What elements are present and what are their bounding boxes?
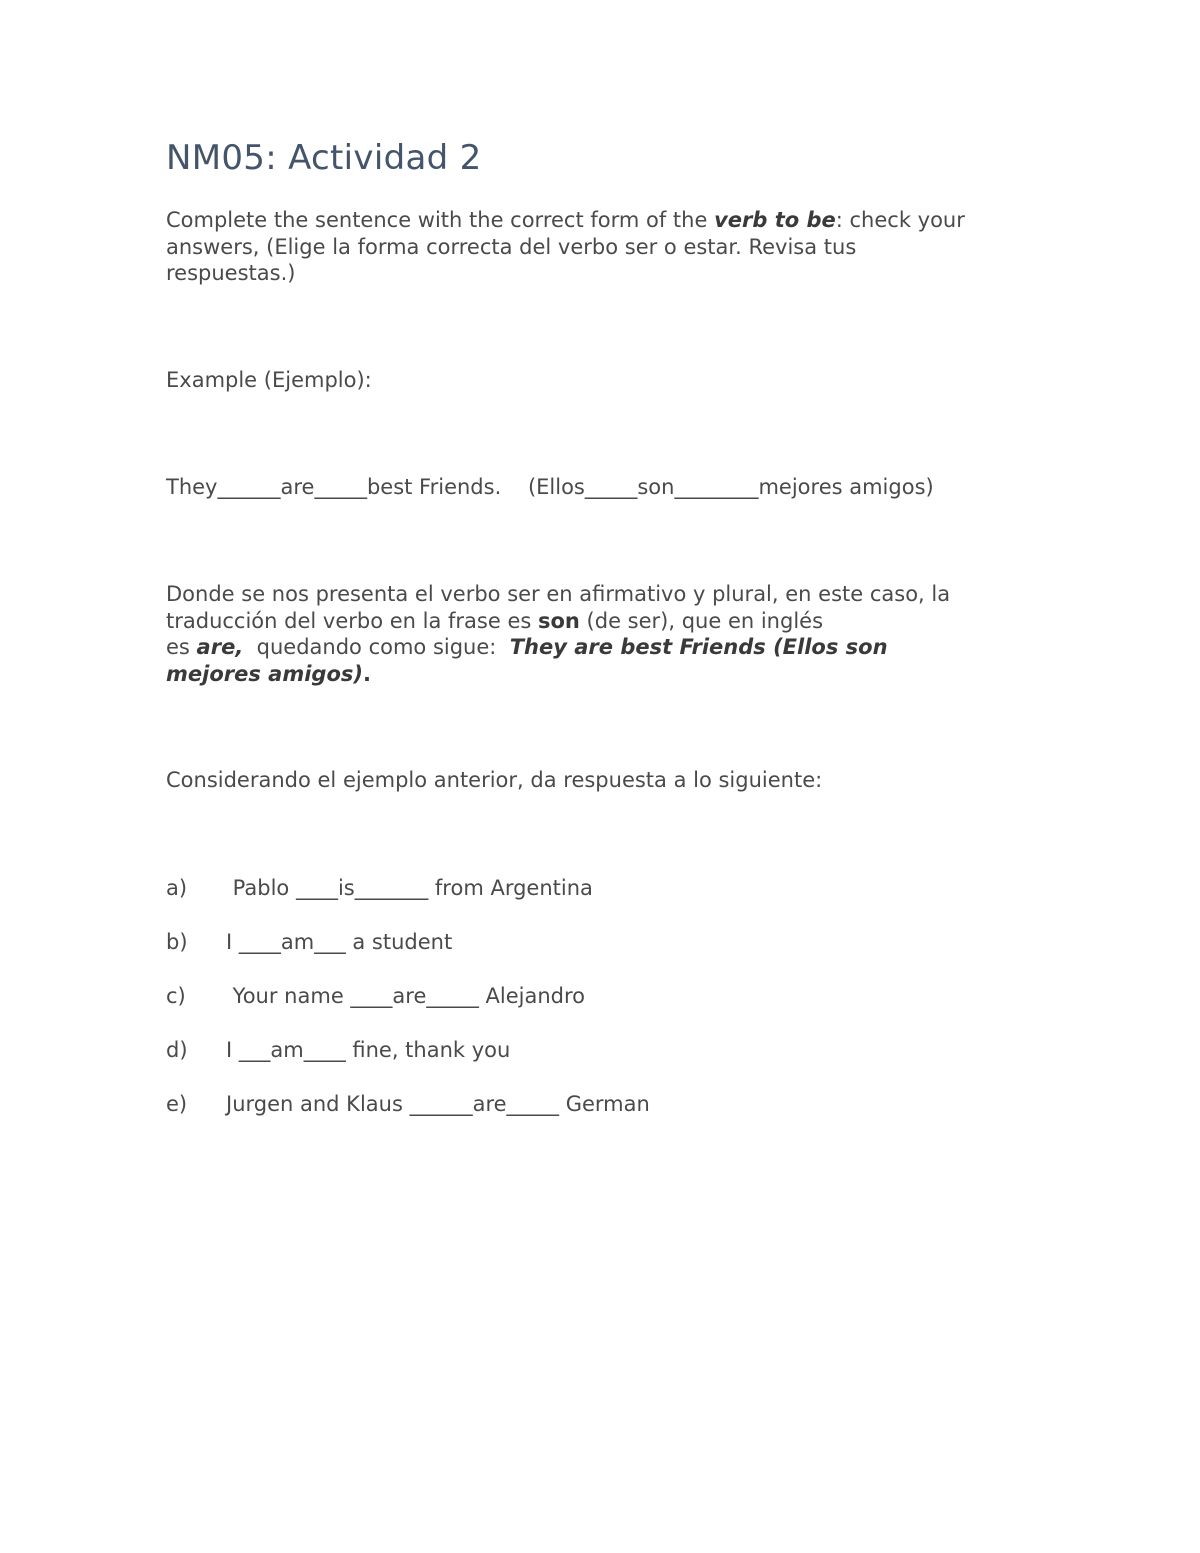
explanation-period: . xyxy=(362,661,371,686)
example-sentence: They______are_____best Friends. (Ellos_____son________mejores amigos) xyxy=(166,475,934,499)
intro-text-2: : check your xyxy=(835,208,965,232)
explanation-line-1: Donde se nos presenta el verbo ser en afirmativo y plural, en este caso, la xyxy=(166,582,951,606)
explanation-line-3 xyxy=(166,634,1046,661)
intro-line-2: answers, (Elige la forma correcta del verbo ser o estar. Revisa tus xyxy=(166,234,857,259)
list-item xyxy=(166,875,1046,929)
explanation-paragraph xyxy=(166,581,1046,687)
explanation-text: es xyxy=(166,635,197,659)
item-letter: a) xyxy=(166,876,188,900)
list-item xyxy=(166,983,1046,1037)
example-answer-emphasis-cont: mejores amigos) xyxy=(166,661,363,686)
intro-text-1: Complete the sentence with the correct form of the xyxy=(166,208,715,232)
item-letter: d) xyxy=(166,1038,188,1062)
intro-line-1 xyxy=(166,207,1046,234)
explanation-text: (de ser), que en inglés xyxy=(579,608,824,633)
item-text: I ____am___ a student xyxy=(226,930,453,954)
son-emphasis: son xyxy=(537,608,580,633)
list-item xyxy=(166,929,1046,983)
verb-to-be-emphasis: verb to be xyxy=(714,208,836,232)
item-text: Jurgen and Klaus ______are_____ German xyxy=(226,1092,650,1116)
item-text: Your name ____are_____ Alejandro xyxy=(226,984,586,1008)
exercise-list xyxy=(166,875,1046,1145)
item-text: Pablo ____is_______ from Argentina xyxy=(226,876,593,900)
item-text: I ___am____ fine, thank you xyxy=(226,1038,511,1062)
explanation-line-2 xyxy=(166,608,1046,635)
intro-paragraph xyxy=(166,207,1046,287)
example-label: Example (Ejemplo): xyxy=(166,368,372,392)
instruction-text: Considerando el ejemplo anterior, da respuesta a lo siguiente: xyxy=(166,768,823,792)
item-letter: e) xyxy=(166,1092,188,1116)
page-title: NM05: Actividad 2 xyxy=(166,138,482,178)
example-answer-emphasis: They are best Friends (Ellos son xyxy=(509,635,888,659)
item-letter: c) xyxy=(166,984,186,1008)
explanation-text: quedando como sigue: xyxy=(243,635,510,659)
list-item xyxy=(166,1037,1046,1091)
list-item xyxy=(166,1091,1046,1145)
explanation-line-4 xyxy=(166,661,1046,688)
intro-line-3: respuestas.) xyxy=(166,261,296,285)
item-letter: b) xyxy=(166,930,188,954)
are-emphasis: are, xyxy=(196,635,244,659)
explanation-text: traducción del verbo en la frase es xyxy=(166,608,538,633)
